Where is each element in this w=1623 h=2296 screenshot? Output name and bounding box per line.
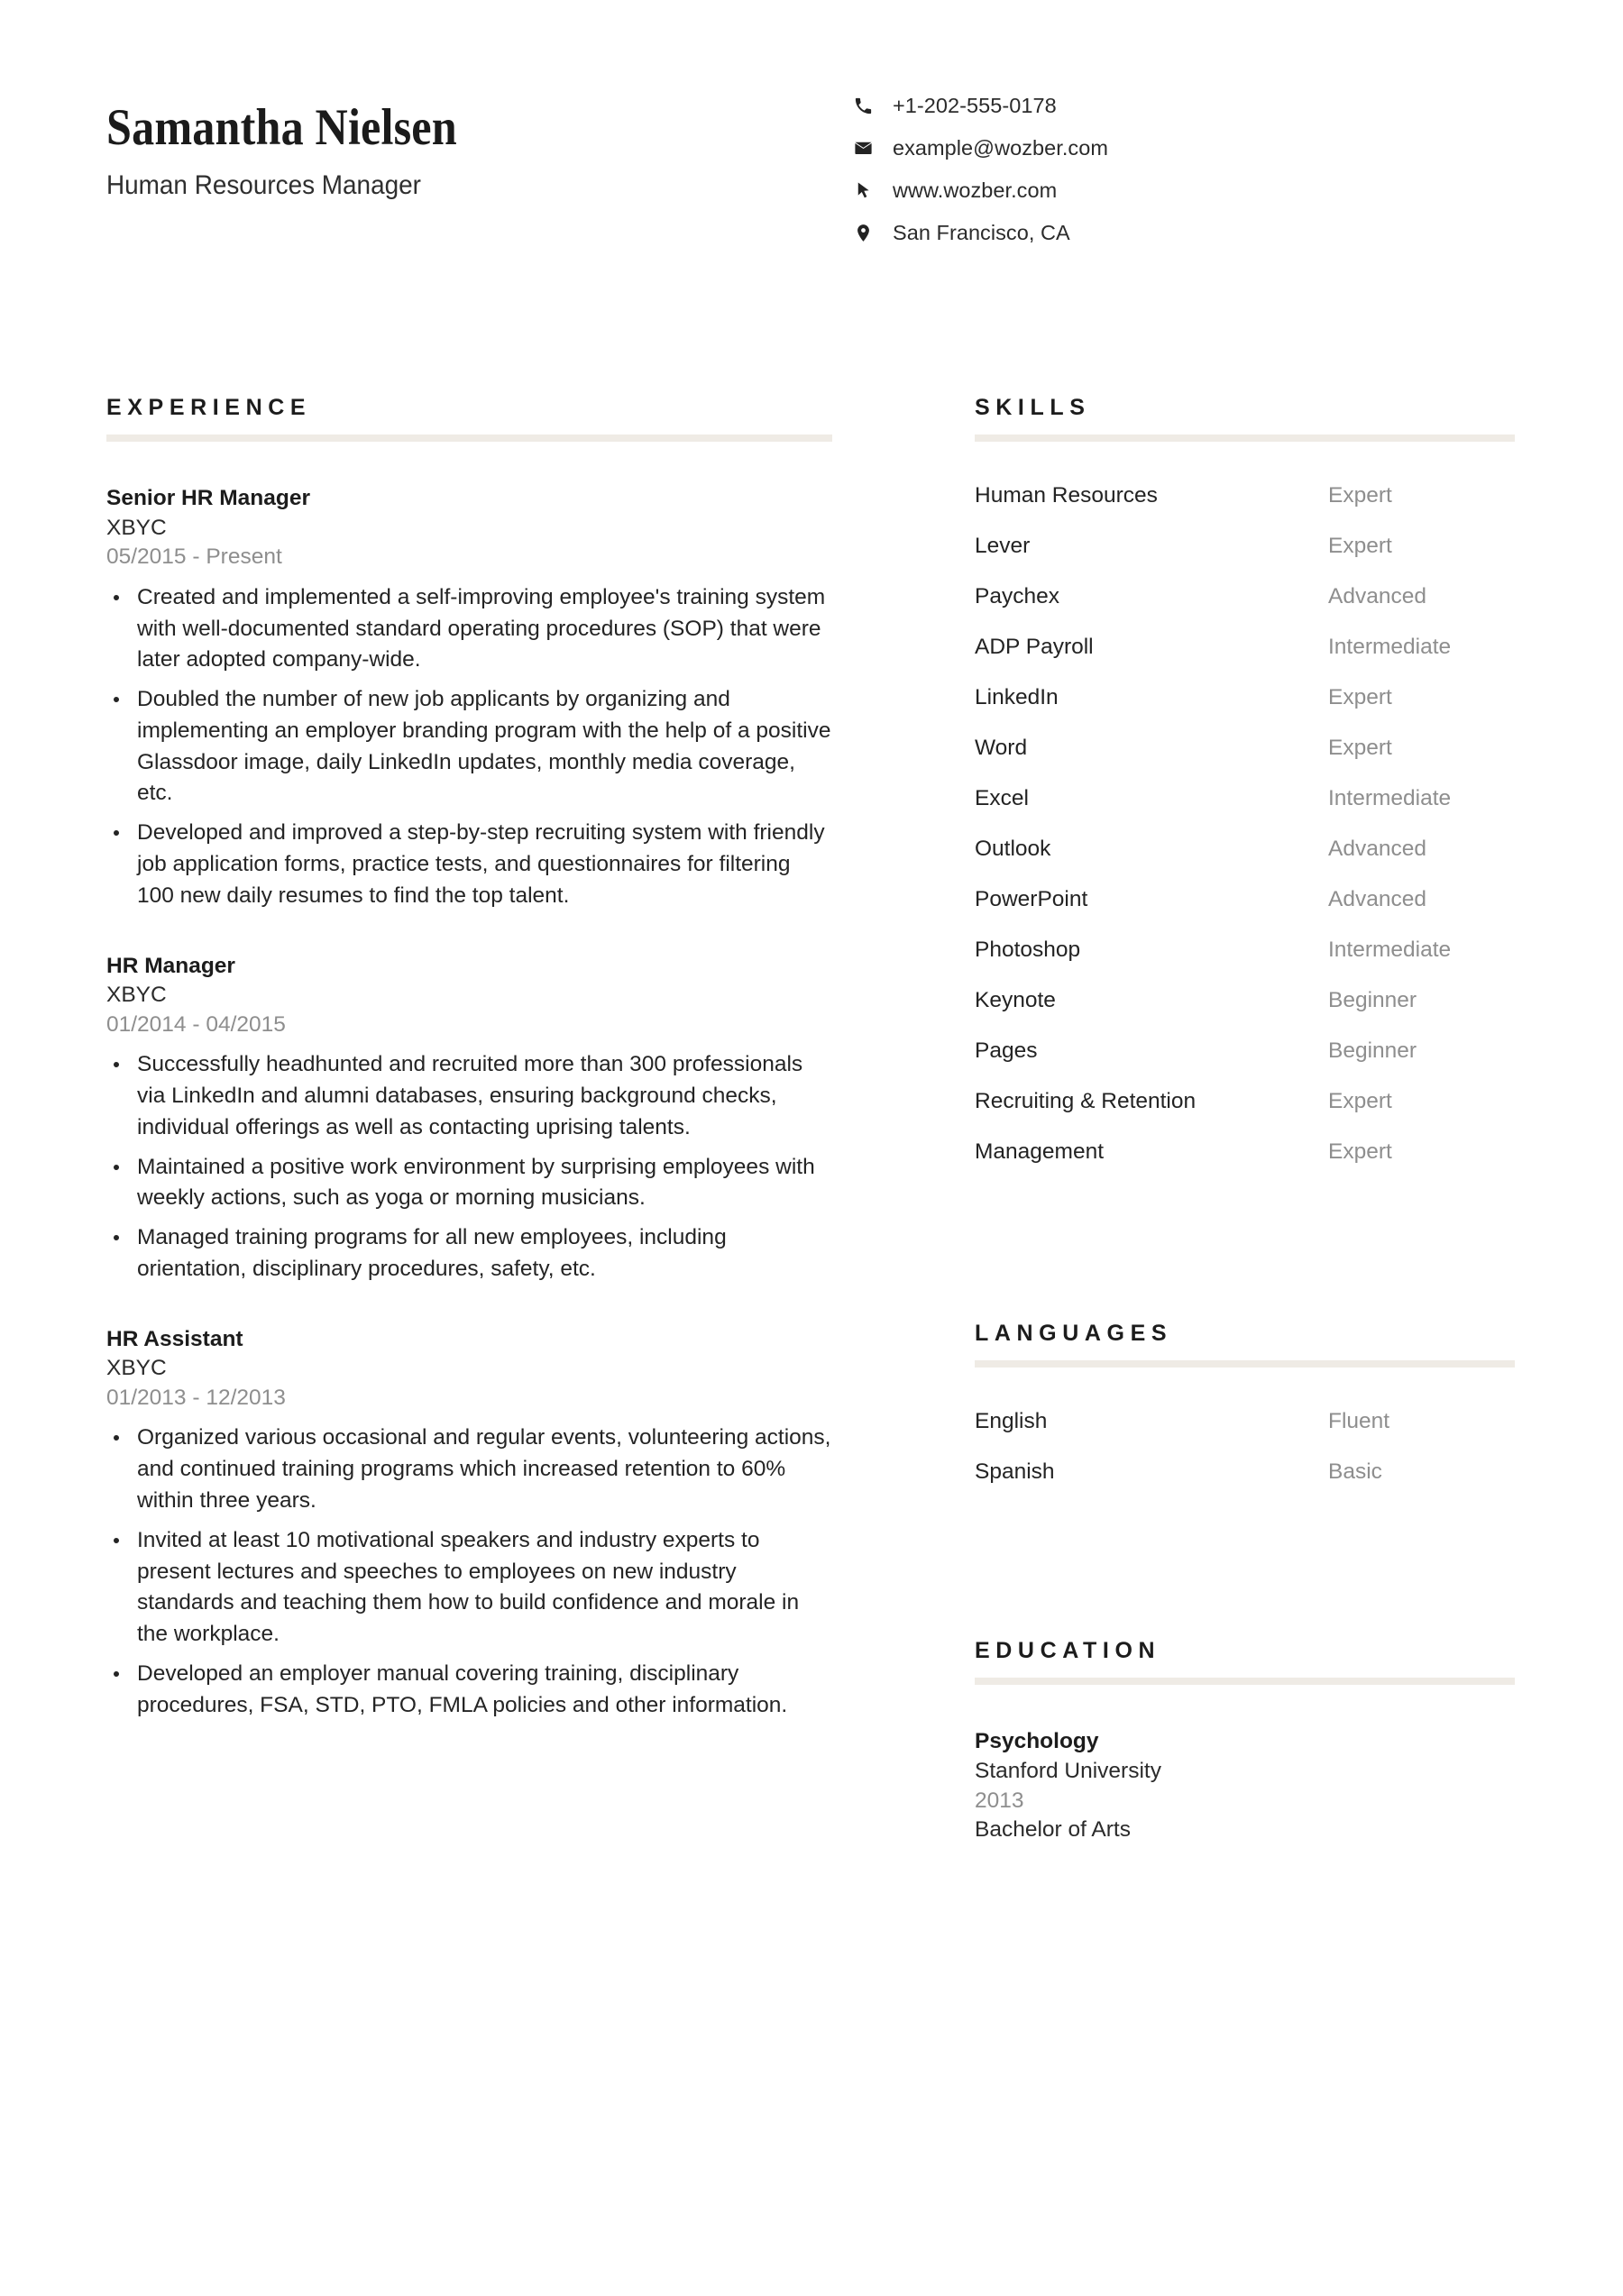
experience-role: HR Manager xyxy=(106,953,235,978)
experience-item xyxy=(106,1325,832,1722)
section-title-experience: EXPERIENCE xyxy=(106,395,312,420)
skill-level: Expert xyxy=(1328,685,1392,709)
cursor-icon xyxy=(853,180,893,201)
language-name: Spanish xyxy=(975,1459,1055,1484)
skill-row xyxy=(975,987,1515,1038)
section-divider-languages xyxy=(975,1360,1515,1368)
language-name: English xyxy=(975,1409,1048,1433)
skill-level: Intermediate xyxy=(1328,786,1452,810)
skills-list xyxy=(975,482,1515,1189)
education-field: Psychology xyxy=(975,1729,1099,1753)
language-row xyxy=(975,1459,1515,1509)
skill-level: Beginner xyxy=(1328,988,1417,1012)
section-experience xyxy=(106,397,832,1722)
language-level: Fluent xyxy=(1328,1409,1390,1433)
skill-level: Advanced xyxy=(1328,887,1426,911)
experience-bullet: Managed training programs for all new employees, including orientation, disciplinary procedures, safety, etc. xyxy=(106,1222,832,1285)
section-title-education: EDUCATION xyxy=(975,1638,1161,1663)
page-title: Samantha Nielsen xyxy=(106,99,457,156)
skill-row xyxy=(975,1139,1515,1189)
resume-body xyxy=(0,397,1623,1845)
education-year: 2013 xyxy=(975,1788,1024,1813)
skill-name: Human Resources xyxy=(975,483,1158,508)
contact-row-email xyxy=(853,127,1515,169)
skill-row xyxy=(975,684,1515,735)
section-spacer xyxy=(975,1189,1515,1322)
right-column xyxy=(975,397,1515,1845)
experience-dates: 01/2014 - 04/2015 xyxy=(106,1011,286,1037)
skill-name: Outlook xyxy=(975,837,1051,861)
skill-name: Management xyxy=(975,1139,1105,1164)
experience-bullet: Doubled the number of new job applicants by organizing and implementing an employer branding program with the help of a positive Glassdoor image, daily LinkedIn updates, monthly media coverage, etc. xyxy=(106,684,832,810)
section-skills xyxy=(975,397,1515,1189)
skill-level: Advanced xyxy=(1328,837,1426,861)
phone-icon xyxy=(853,96,893,116)
skill-row xyxy=(975,937,1515,987)
contact-email-value: example@wozber.com xyxy=(893,135,1108,160)
section-title-languages: LANGUAGES xyxy=(975,1321,1173,1346)
skill-name: Word xyxy=(975,736,1028,760)
skill-level: Intermediate xyxy=(1328,635,1452,659)
contact-row-website xyxy=(853,169,1515,212)
experience-company: XBYC xyxy=(106,1356,167,1381)
skill-level: Expert xyxy=(1328,483,1392,508)
envelope-icon xyxy=(853,138,893,159)
experience-bullet: Maintained a positive work environment by surprising employees with weekly actions, such as yoga or morning musicians. xyxy=(106,1152,832,1215)
section-divider-education xyxy=(975,1678,1515,1685)
left-column xyxy=(106,397,832,1722)
skill-name: LinkedIn xyxy=(975,685,1059,709)
skill-row xyxy=(975,1088,1515,1139)
skill-level: Expert xyxy=(1328,1089,1392,1113)
skill-name: Keynote xyxy=(975,988,1056,1012)
experience-bullet: Developed and improved a step-by-step recruiting system with friendly job application forms, practice tests, and questionnaires for filtering 100 new daily resumes to find the top talent. xyxy=(106,818,832,911)
experience-dates: 05/2015 - Present xyxy=(106,544,282,570)
skill-row xyxy=(975,785,1515,836)
language-level: Basic xyxy=(1328,1459,1382,1484)
skill-row xyxy=(975,482,1515,533)
contact-website-value: www.wozber.com xyxy=(893,178,1058,202)
experience-dates: 01/2013 - 12/2013 xyxy=(106,1385,286,1410)
skill-level: Beginner xyxy=(1328,1038,1417,1063)
experience-bullet-list xyxy=(106,582,832,912)
experience-item xyxy=(106,952,832,1285)
skill-name: ADP Payroll xyxy=(975,635,1094,659)
experience-bullet: Organized various occasional and regular events, volunteering actions, and continued training programs which increased retention to 60% within three years. xyxy=(106,1422,832,1516)
resume-header xyxy=(0,0,1623,254)
header-identity xyxy=(106,79,846,202)
experience-bullet: Created and implemented a self-improving employee's training system with well-documented standard operating procedures (SOP) that were later adopted company-wide. xyxy=(106,582,832,676)
skill-row xyxy=(975,634,1515,684)
skill-name: Recruiting & Retention xyxy=(975,1089,1197,1113)
skill-row xyxy=(975,886,1515,937)
skill-row xyxy=(975,735,1515,785)
experience-bullet-list xyxy=(106,1422,832,1721)
languages-list xyxy=(975,1408,1515,1509)
experience-company: XBYC xyxy=(106,983,167,1008)
experience-bullet: Successfully headhunted and recruited more than 300 professionals via LinkedIn and alumni databases, ensuring background checks, individual offerings as well as contacting uprising talents. xyxy=(106,1049,832,1143)
skill-row xyxy=(975,836,1515,886)
skill-name: Photoshop xyxy=(975,938,1081,962)
section-education xyxy=(975,1640,1515,1845)
skill-level: Intermediate xyxy=(1328,938,1452,962)
skill-level: Expert xyxy=(1328,1139,1392,1164)
contact-row-location xyxy=(853,212,1515,254)
skill-level: Expert xyxy=(1328,736,1392,760)
section-divider-skills xyxy=(975,435,1515,442)
skill-name: Pages xyxy=(975,1038,1038,1063)
skill-name: Paychex xyxy=(975,584,1059,608)
skill-name: PowerPoint xyxy=(975,887,1088,911)
experience-list xyxy=(106,484,832,1722)
language-row xyxy=(975,1408,1515,1459)
education-school: Stanford University xyxy=(975,1758,1161,1783)
contact-phone-value: +1-202-555-0178 xyxy=(893,93,1057,117)
section-title-skills: SKILLS xyxy=(975,395,1091,420)
skill-name: Lever xyxy=(975,534,1031,558)
skill-row xyxy=(975,533,1515,583)
experience-bullet: Developed an employer manual covering training, disciplinary procedures, FSA, STD, PTO, FMLA policies and other information. xyxy=(106,1659,832,1722)
contact-info-list xyxy=(846,79,1515,254)
header-job-title: Human Resources Manager xyxy=(106,170,421,201)
section-languages xyxy=(975,1322,1515,1509)
contact-row-phone xyxy=(853,85,1515,127)
experience-company: XBYC xyxy=(106,515,167,540)
skill-level: Expert xyxy=(1328,534,1392,558)
education-item xyxy=(975,1727,1515,1845)
skill-row xyxy=(975,1038,1515,1088)
skill-name: Excel xyxy=(975,786,1029,810)
education-list xyxy=(975,1727,1515,1845)
skill-level: Advanced xyxy=(1328,584,1426,608)
experience-role: HR Assistant xyxy=(106,1326,243,1351)
section-divider-experience xyxy=(106,435,832,442)
location-pin-icon xyxy=(853,223,893,243)
experience-item xyxy=(106,484,832,912)
section-spacer xyxy=(975,1509,1515,1640)
skill-row xyxy=(975,583,1515,634)
experience-bullet: Invited at least 10 motivational speakers and industry experts to present lectures and speeches to employees on new industry standards and teaching them how to build confidence and morale in the workplace. xyxy=(106,1525,832,1651)
contact-location-value: San Francisco, CA xyxy=(893,220,1070,244)
experience-role: Senior HR Manager xyxy=(106,486,310,510)
experience-bullet-list xyxy=(106,1049,832,1285)
education-degree: Bachelor of Arts xyxy=(975,1817,1131,1843)
